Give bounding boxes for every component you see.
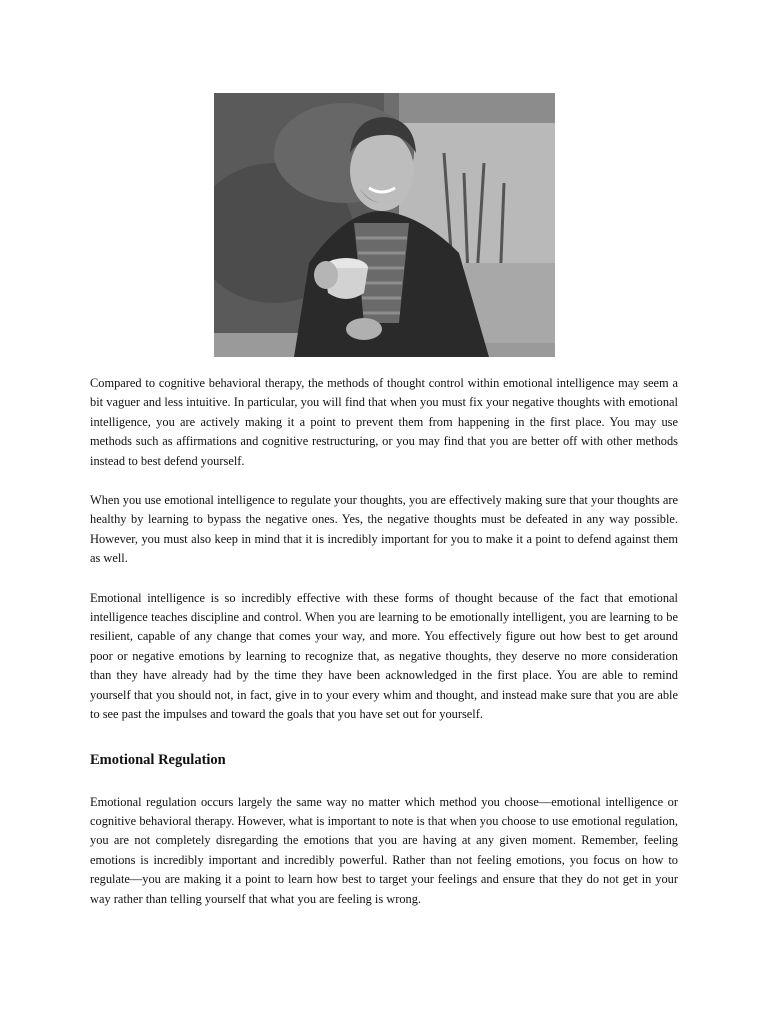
document-body [90,374,678,929]
photo-far-shore [399,93,555,123]
photo-hand [314,261,338,289]
photo-graphic [214,93,555,357]
photo-face [350,131,414,211]
photo-hand-lower [346,318,382,340]
section-heading: Emotional Regulation [90,751,226,768]
paragraph-4: Emotional regulation occurs largely the same way no matter which method you choose—emotional intelligence or cognitive behavioral therapy. However, what is important to note is that when you choose to use emotional regulation, you are not completely disregarding the emotions that you are having at any given moment. Remember, feeling emotions is incredibly important and incredibly powerful. Rather than not feeling emotions, you focus on how to regulate—you are making it a point to learn how best to target your feelings and ensure that they do not get in your way rather than telling yourself that what you are feeling is wrong. [90,794,678,906]
portrait-photo [214,93,555,357]
paragraph-1: Compared to cognitive behavioral therapy, the methods of thought control within emotional intelligence may seem a bit vaguer and less intuitive. In particular, you will find that when you must fix your negative thoughts with emotional intelligence, you are actively making it a point to prevent them from happening in the first place. You may use methods such as affirmations and cognitive restructuring, or you may find that you are better off with other methods instead to best defend yourself. [90,376,678,468]
paragraph-3: Emotional intelligence is so incredibly effective with these forms of thought because of the fact that emotional intelligence teaches discipline and control. When you are learning to be emotionally intelligent, you are learning to be resilient, capable of any change that comes your way, and more. You effectively figure out how best to get around poor or negative emotions by learning to recognize that, as negative thoughts, they deserve no more consideration than they have already had by the time they have been acknowledged in the first place. You are able to remind yourself that you should not, in fact, give in to your every whim and thought, and instead make sure that you are able to see past the impulses and toward the goals that you have set out for yourself. [90,590,678,722]
paragraph-2: When you use emotional intelligence to regulate your thoughts, you are effectively making sure that your thoughts are healthy by learning to bypass the negative ones. Yes, the negative thoughts must be defeated in any way possible. However, you must also keep in mind that it is incredibly important for you to make it a point to defend against them as well. [90,493,678,566]
